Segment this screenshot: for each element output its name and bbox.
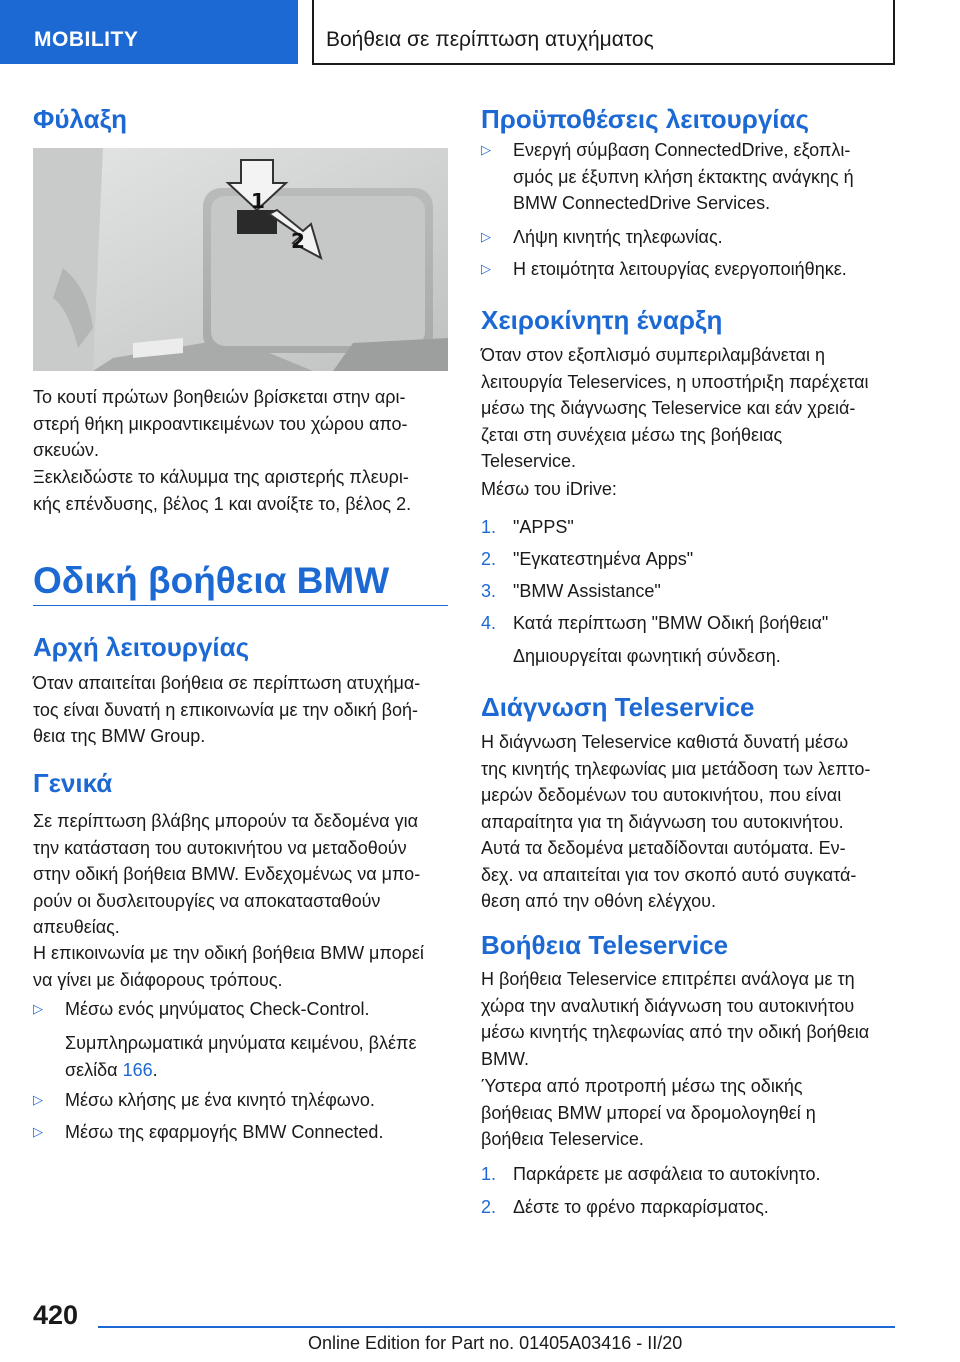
list-item: ▷ Λήψη κινητής τηλεφωνίας.	[481, 224, 897, 254]
triangle-bullet-icon: ▷	[33, 1001, 43, 1016]
list-item: ▷ Μέσω ενός μηνύματος Check-Control.	[33, 996, 448, 1076]
diag-heading: Διάγνωση Teleservice	[481, 692, 755, 722]
diag-paragraph: Η διάγνωση Teleservice καθιστά δυνατή μέσω της κινητής τηλεφωνίας μια μετάδοση των λεπτο- μερών δεδομένων του αυτοκινήτου, που είναι απαραίτητα για τη διάγνωση του αυτοκινήτου. Αυτά τα δεδομένα μεταδίδονται αυτόματα. Εν- δεχ. να απαιτείται για τον σκοπό αυτό συγκατά- θεση από την οθόνη ελέγχου.	[481, 732, 871, 911]
manual-paragraph: Όταν στον εξοπλισμό συμπεριλαμβάνεται η λειτουργία Teleservices, η υποστήριξη παρέχεται μέσω της διάγνωσης Teleservice και εάν χρειά- ζεται στη συνέχεια μέσω της βοήθειας Teleservice.	[481, 345, 869, 471]
list-item: 2. Δέστε το φρένο παρκαρίσματος.	[481, 1197, 769, 1217]
list-item: 2. "Εγκατεστημένα Apps"	[481, 549, 694, 569]
footer-rule	[98, 1326, 895, 1328]
trunk-compartment-illustration	[33, 148, 448, 371]
step-note: Δημιουργείται φωνητική σύνδεση.	[513, 646, 781, 666]
page-number: 420	[33, 1300, 79, 1330]
triangle-bullet-icon: ▷	[481, 261, 491, 276]
header-divider-right	[893, 0, 895, 64]
roadside-heading: Οδική βοήθεια BMW	[33, 560, 390, 601]
chapter-title: Βοήθεια σε περίπτωση ατυχήματος	[326, 28, 654, 51]
list-item: 4. Κατά περίπτωση "BMW Οδική βοήθεια"	[481, 613, 829, 633]
list-item: 1. "APPS"	[481, 517, 574, 537]
triangle-bullet-icon: ▷	[481, 229, 491, 244]
idrive-label: Μέσω του iDrive:	[481, 479, 617, 499]
triangle-bullet-icon: ▷	[481, 142, 491, 157]
principle-heading: Αρχή λειτουργίας	[33, 632, 250, 662]
list-item: ▷ Μέσω κλήσης με ένα κινητό τηλέφωνο.	[33, 1087, 448, 1117]
triangle-bullet-icon: ▷	[33, 1092, 43, 1107]
header-underline	[312, 63, 895, 65]
storage-heading: Φύλαξη	[33, 104, 128, 134]
manual-heading: Χειροκίνητη έναρξη	[481, 305, 723, 335]
list-item: ▷ Μέσω της εφαρμογής BMW Connected.	[33, 1119, 448, 1149]
page-reference-link[interactable]: 166	[122, 1059, 153, 1080]
list-item: 3. "BMW Assistance"	[481, 581, 661, 601]
list-item: 1. Παρκάρετε με ασφάλεια το αυτοκίνητο.	[481, 1164, 821, 1184]
general-heading: Γενικά	[33, 768, 113, 798]
bullet-note: Συμπληρωματικά μηνύματα κειμένου, βλέπε σελίδα 166.	[65, 1033, 417, 1080]
section-tab	[0, 0, 298, 64]
help-heading: Βοήθεια Teleservice	[481, 930, 729, 960]
triangle-bullet-icon: ▷	[33, 1124, 43, 1139]
prereq-heading: Προϋποθέσεις λειτουργίας	[481, 104, 810, 134]
first-aid-storage-photo	[33, 148, 448, 371]
arrow-2-label: 2	[291, 229, 305, 253]
contact-paragraph: Η επικοινωνία με την οδική βοήθεια BMW μπορεί να γίνει με διάφορους τρόπους.	[33, 943, 424, 990]
arrow-1-label: 1	[251, 189, 265, 213]
storage-paragraph-1: Το κουτί πρώτων βοηθειών βρίσκεται στην αρι- στερή θήκη μικροαντικειμένων του χώρου απο- σκευών.	[33, 387, 408, 460]
edition-note: Online Edition for Part no. 01405A03416 - II/20	[308, 1333, 683, 1353]
list-item: ▷ Η ετοιμότητα λειτουργίας ενεργοποιήθηκε.	[481, 256, 897, 286]
later-paragraph: Ύστερα από προτροπή μέσω της οδικής βοήθειας BMW μπορεί να δρομολογηθεί η βοήθεια Teleservice.	[481, 1076, 816, 1149]
section-label: MOBILITY	[34, 28, 139, 51]
principle-paragraph: Όταν απαιτείται βοήθεια σε περίπτωση ατυχήμα- τος είναι δυνατή η επικοινωνία με την οδική βοή- θεια της BMW Group.	[33, 673, 421, 746]
list-item: ▷ Ενεργή σύμβαση ConnectedDrive, εξοπλι- σμός με έξυπνη κλήση έκτακτης ανάγκης ή BMW ConnectedDrive Services.	[481, 137, 897, 217]
header-divider	[312, 0, 314, 64]
storage-paragraph-2: Ξεκλειδώστε το κάλυμμα της αριστερής πλευρι- κής επένδυσης, βέλος 1 και ανοίξτε το, βέλος 2.	[33, 467, 412, 514]
heading-rule	[33, 605, 448, 606]
help-paragraph: Η βοήθεια Teleservice επιτρέπει ανάλογα με τη χώρα την αναλυτική διάγνωση του αυτοκινήτου μέσω κινητής τηλεφωνίας από την οδική βοήθεια BMW.	[481, 969, 870, 1069]
general-paragraph: Σε περίπτωση βλάβης μπορούν τα δεδομένα για την κατάσταση του αυτοκινήτου να μεταδοθούν στην οδική βοήθεια BMW. Ενδεχομένως να μπο- ρούν οι δυσλειτουργίες να αποκατασταθούν απευθείας.	[33, 811, 421, 937]
